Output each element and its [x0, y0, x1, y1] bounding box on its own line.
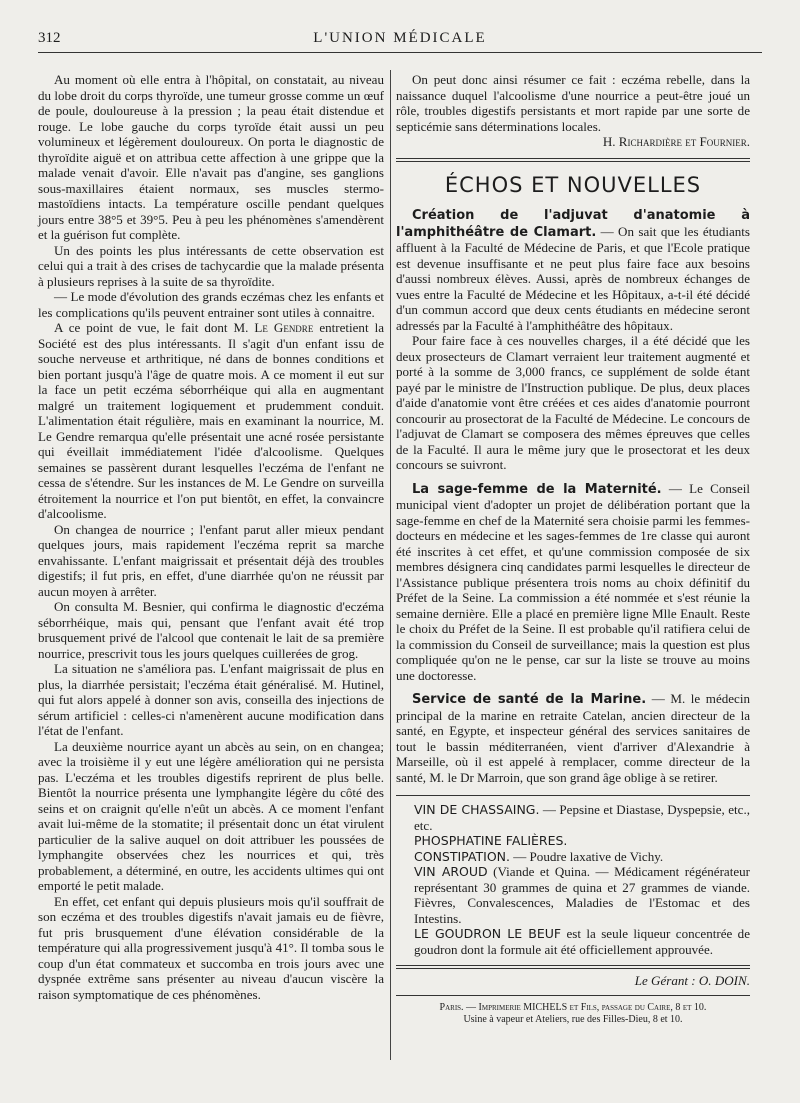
ad-heading: PHOSPHATINE FALIÈRES.	[414, 833, 568, 848]
news-item	[396, 207, 750, 333]
ad-text: est la seule liqueur concentrée de goudron dont la formule ait été officiellement approuvée.	[414, 926, 750, 957]
running-title: L'UNION MÉDICALE	[313, 30, 487, 46]
news-heading: Service de santé de la Marine.	[412, 692, 647, 707]
author-name: Le Gendre	[254, 320, 314, 335]
column-divider	[390, 70, 391, 1060]
ad-heading: VIN AROUD	[414, 864, 488, 879]
divider	[396, 795, 750, 796]
paragraph: La deuxième nourrice ayant un abcès au sein, on en changea; avec la troisième il y eut une légère amélioration qui ne persista pas. L'eczéma et les troubles digestifs reprirent de plus belle. Bientôt la nourrice présenta une lymphangite légère du côté des seins et on craignit qu'elle n'eût un abcès. A ce moment l'enfant avait lui-même de la stomatite; il présentait donc un état virulent particulier de la salive auquel on doit attribuer les poussées de lymphangite observées chez les nourrices et qui, très probablement, a déterminé, en outre, les accidents ultimes qui ont emporté le petit malade.	[38, 738, 384, 893]
news-text: — On sait que les étudiants affluent à la Faculté de Médecine de Paris, et que l'Ecole pratique est devenue insuffisante et ne peut plus faire face aux besoins d'aussi nombreux élèves. Aussi, après de nombreux échanges de vues entre la Faculté de Médecine et les Hôpitaux, a-t-il été décidé d'un commun accord que deux cents étudiants en médecine seront adressés par la Faculté à l'amphithéâtre des hôpitaux.	[396, 223, 750, 333]
news-heading: La sage-femme de la Maternité.	[412, 481, 662, 497]
paragraph: On changea de nourrice ; l'enfant parut aller mieux pendant quelques jours, mais rapidement l'eczéma reprit sa marche envahissante. L'enfant maigrissait et présentait déjà des troubles digestifs; il fut pris, en effet, d'une diarrhée qu'on ne réussit par aucun moyen à arrêter.	[38, 521, 384, 599]
paragraph-text: entretient la Société est des plus intéressants. Il s'agit d'un enfant issu de souche nerveuse et arthritique, né dans de bonnes conditions et bien portant jusqu'à l'âge de quatre mois. A ce moment il eut sur la face un petit eczéma séborrhéique qui alla en augmentant malgré un traitement logiquement et prudemment conduit. L'alimentation était régulière, mais en examinant la nourrice, M. Le Gendre remarqua qu'elle présentait une acné rosée persistante qui éveillait immédiatement l'idée d'alcoolisme. Quelques semaines se passèrent durant lesquelles l'eczéma de l'enfant ne cessa de s'étendre. Sur les instances de M. Le Gendre on surveilla étroitement la nourrice et l'on put bientôt, en effet, la convaincre d'alcoolisme.	[38, 320, 384, 521]
gerant-line: Le Gérant : O. DOIN.	[634, 973, 750, 988]
news-text: — Le Conseil municipal vient d'adopter un projet de délibération portant que la sage-femme en chef de la Maternité sera choisie parmi les femmes-docteurs en médecine et les sages-femmes de 1re classe qui auront été inscrites à cet effet, et qu'une commission composée de six membres désignera cinq candidates parmi lesquelles le directeur de l'Assistance publique présentera trois noms au choix définitif du Préfet de la Seine. La commission a été nommée et s'est réunie la semaine dernière. Elle a placé en première ligne Mlle Enault. Reste le choix du Préfet de la Seine. Il est probable qu'il ratifiera celui de la commission du Conseil de surveillance; mais la question est plus compliquée qu'on ne le pense, car sur la liste se trouve au moins une doctoresse.	[396, 480, 750, 683]
news-text: — M. le médecin principal de la marine en retraite Catelan, ancien directeur de la santé, en Egypte, et inspecteur général des services sanitaires de tout le bassin méditerranéen, vient d'arriver d'Alexandrie à Marseille, où il est appelé à remplacer, comme directeur de la santé, M. le Dr Marroin, que son grand âge oblige à se retirer.	[396, 691, 750, 785]
paragraph: On peut donc ainsi résumer ce fait : eczéma rebelle, dans la naissance duquel l'alcoolisme d'une nourrice a peut-être joué un rôle, troubles digestifs persistants et mort rapide par une sorte de septicémie sans déterminations locales.	[396, 72, 750, 134]
news-item	[396, 691, 750, 785]
article-signature: H. Richardière et Fournier.	[602, 134, 750, 149]
advertisement	[396, 926, 750, 957]
paragraph: Un des points les plus intéressants de cette observation est celui qui a trait à des crises de tachycardie que la malade présenta à plusieurs reprises à la suite de sa thyroïdite.	[38, 242, 384, 289]
ad-text: (Viande et Quina. — Médicament régénérateur représentant 30 grammes de quina et 27 grammes de viande. Fièvres, Convalescences, Maladies de l'Estomac et des Intestins.	[414, 864, 750, 926]
left-column	[38, 72, 384, 1002]
paragraph: On consulta M. Besnier, qui confirma le diagnostic d'eczéma séborrhéique, mais qui, pensant que l'enfant avait été trop brusquement privé de l'alcool que contenait le lait de sa première nourrice, prescrivit tous les jours quelques cuillerées de grog.	[38, 599, 384, 661]
printer-line: Paris. — Imprimerie MICHELS et Fils, passage du Caire, 8 et 10.	[439, 1001, 707, 1013]
divider	[396, 995, 750, 996]
double-rule	[396, 158, 750, 162]
advertisement	[396, 833, 750, 849]
ad-heading: LE GOUDRON LE BEUF	[414, 926, 562, 941]
page-number: 312	[38, 30, 61, 46]
ad-heading: CONSTIPATION.	[414, 848, 510, 864]
paragraph-text: A ce point de vue, le fait dont M.	[54, 320, 255, 335]
ad-heading: VIN DE CHASSAING.	[414, 802, 540, 817]
paragraph: En effet, cet enfant qui depuis plusieurs mois qu'il souffrait de son eczéma et des troubles digestifs n'avait jamais eu de fièvre, fut pris brusquement d'une élévation considérable de la température qui alla progressivement jusqu'à 41°. Il tomba sous le coup d'un état commateux et succomba en trois jours avec une dyspnée extrême sans présenter au niveau d'aucun viscère la raison symptomatique de ces phénomènes.	[38, 893, 384, 1002]
ad-text: — Poudre laxative de Vichy.	[509, 848, 664, 864]
advertisement	[396, 849, 750, 865]
paragraph: Au moment où elle entra à l'hôpital, on constatait, au niveau du lobe droit du corps thyroïde, une tumeur grosse comme un œuf de poule, douloureuse à la pression ; la peau était distendue et rouge. Le lobe gauche du corps tyroïde était aussi un peu volumineux et légèrement douloureux. On porta le diagnostic de thyroïdite aiguë et on attribua cette affection à une grippe que la malade venait d'avoir. Elle n'avait pas d'angine, ses ganglions sous-maxillaires étaient normaux, ses muscles stermo-mastoïdiens intacts. La température oscille pendant quelques jours entre 38°5 et 39°5. Peu à peu les phénomènes s'amendèrent et la guérison fut complète.	[38, 72, 384, 242]
paragraph: La situation ne s'améliora pas. L'enfant maigrissait de plus en plus, la diarrhée persistait; l'eczéma était généralisé. M. Hutinel, qui fut alors appelé à donner son avis, conseilla des injections de sérum artificiel : celles-ci n'amenèrent aucune modification dans l'état de l'enfant.	[38, 661, 384, 738]
news-item	[396, 481, 750, 684]
right-column	[396, 72, 750, 1026]
paragraph: Pour faire face à ces nouvelles charges, il a été décidé que les deux prosecteurs de Clamart verraient leur traitement augmenté et porté à la somme de 3,000 francs, ce supplément de solde étant payé par le ministre de l'Instruction publique. De plus, deux places d'aide d'anatomie vont être créées et ces aides d'anatomie pourront concourir au prosectorat de la Faculté de Médecine. Le concours de l'adjuvat de Clamart se composera des mêmes épreuves que celles de la Faculté. Il aura le même jury que le prosectorat et les deux concours se suivront.	[396, 333, 750, 472]
page-header	[38, 26, 762, 53]
advertisement	[396, 802, 750, 833]
printer-address: Usine à vapeur et Ateliers, rue des Filles-Dieu, 8 et 10.	[463, 1013, 683, 1025]
paragraph	[38, 320, 384, 522]
section-title: ÉCHOS ET NOUVELLES	[444, 172, 702, 197]
news-heading: Création de l'adjuvat d'anatomie à l'amphithéâtre de Clamart.	[396, 208, 750, 240]
advertisement	[396, 864, 750, 926]
paragraph: — Le mode d'évolution des grands eczémas chez les enfants et les complications qu'ils peuvent entrainer sont utiles à connaitre.	[38, 289, 384, 320]
ad-text: — Pepsine et Diastase, Dyspepsie, etc., etc.	[414, 802, 750, 833]
double-rule	[396, 965, 750, 969]
